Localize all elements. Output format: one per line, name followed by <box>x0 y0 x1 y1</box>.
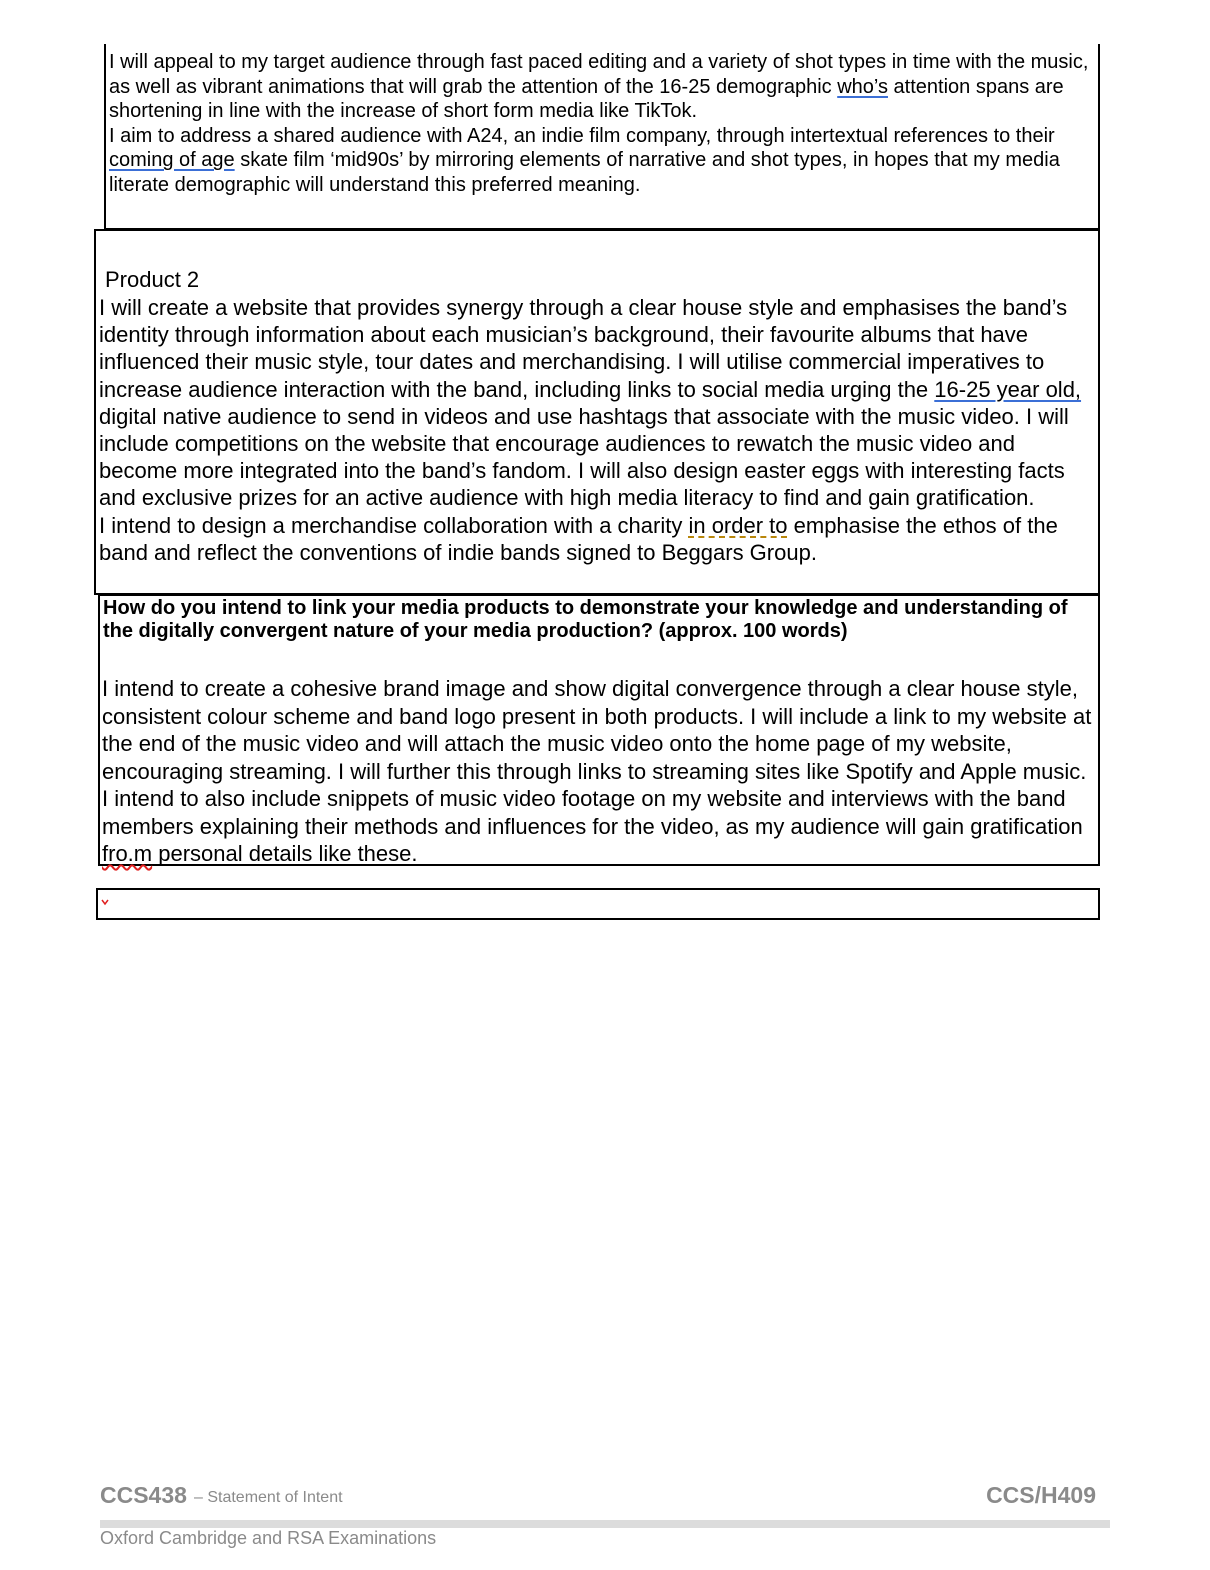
convergence-box <box>98 595 1100 866</box>
product-2-box <box>94 229 1100 595</box>
grammar-flag-coming-of-age[interactable]: coming of age <box>109 149 235 172</box>
style-flag-in-order-to[interactable]: in order to <box>688 512 788 538</box>
footer-subtitle: – Statement of Intent <box>194 1489 343 1506</box>
footer-right-code: CCS/H409 <box>986 1482 1096 1508</box>
grammar-flag-year-old[interactable]: 16-25 year old, <box>934 376 1082 402</box>
product-1-text-d: skate film ‘mid90s’ by mirroring elements of narrative and shot types, in hopes that my media literate demographic will understand this preferred meaning. <box>109 149 1060 196</box>
convergence-answer-b: personal details like these. <box>152 841 418 866</box>
product-2-text[interactable] <box>99 294 1099 566</box>
footer-divider <box>100 1520 1110 1528</box>
spelling-flag-from[interactable]: fro.m <box>102 841 153 866</box>
product-2-text-c: I intend to design a merchandise collaboration with a charity <box>99 512 689 538</box>
product-2-text-a: I will create a website that provides synergy through a clear house style and emphasises the band’s identity through information about each musician’s background, their favourite albums that have influenced their music style, tour dates and merchandising. I will utilise commercial imperatives to increase audience interaction with the band, including links to social media urging the <box>99 295 1068 402</box>
product-2-text-d: emphasise the ethos of the band and reflect the conventions of indie bands signed to Beggars Group. <box>99 512 1058 565</box>
footer-organisation: Oxford Cambridge and RSA Examinations <box>100 1528 437 1548</box>
convergence-answer[interactable] <box>102 675 1098 868</box>
product-1-text-c: I aim to address a shared audience with A24, an indie film company, through intertextual references to their <box>109 124 1055 147</box>
product-1-text[interactable] <box>109 50 1099 198</box>
product-1-text-b: attention spans are shortening in line with the increase of short form media like TikTok. <box>109 75 1064 123</box>
spelling-caret-icon <box>101 898 109 906</box>
footer-code: CCS438 <box>100 1482 187 1508</box>
convergence-answer-a: I intend to create a cohesive brand image and show digital convergence through a clear house style, consistent colour scheme and band logo present in both products. I will include a link to my website at the end of the music video and will attach the music video onto the home page of my website, encouraging streaming. I will further this through links to streaming sites like Spotify and Apple music. I intend to also include snippets of music video footage on my website and interviews with the band members explaining their methods and influences for the video, as my audience will gain gratification <box>102 676 1092 839</box>
product-1-box <box>104 44 1100 230</box>
product-2-title[interactable]: Product 2 <box>105 267 200 292</box>
grammar-flag-whos[interactable]: who’s <box>837 75 888 98</box>
convergence-question: How do you intend to link your media products to demonstrate your knowledge and understanding of the digitally convergent nature of your media production? (approx. 100 words) <box>103 597 1068 642</box>
empty-answer-box[interactable] <box>96 888 1100 920</box>
product-2-text-b: digital native audience to send in videos and use hashtags that associate with the music video. I will include competitions on the website that encourage audiences to rewatch the music video and become more integrated into the band’s fandom. I will also design easter eggs with interesting facts and exclusive prizes for an active audience with high media literacy to find and gain gratification. <box>99 403 1069 511</box>
product-1-text-a: I will appeal to my target audience through fast paced editing and a variety of shot types in time with the music, as well as vibrant animations that will grab the attention of the 16-25 demographic <box>109 51 1089 98</box>
